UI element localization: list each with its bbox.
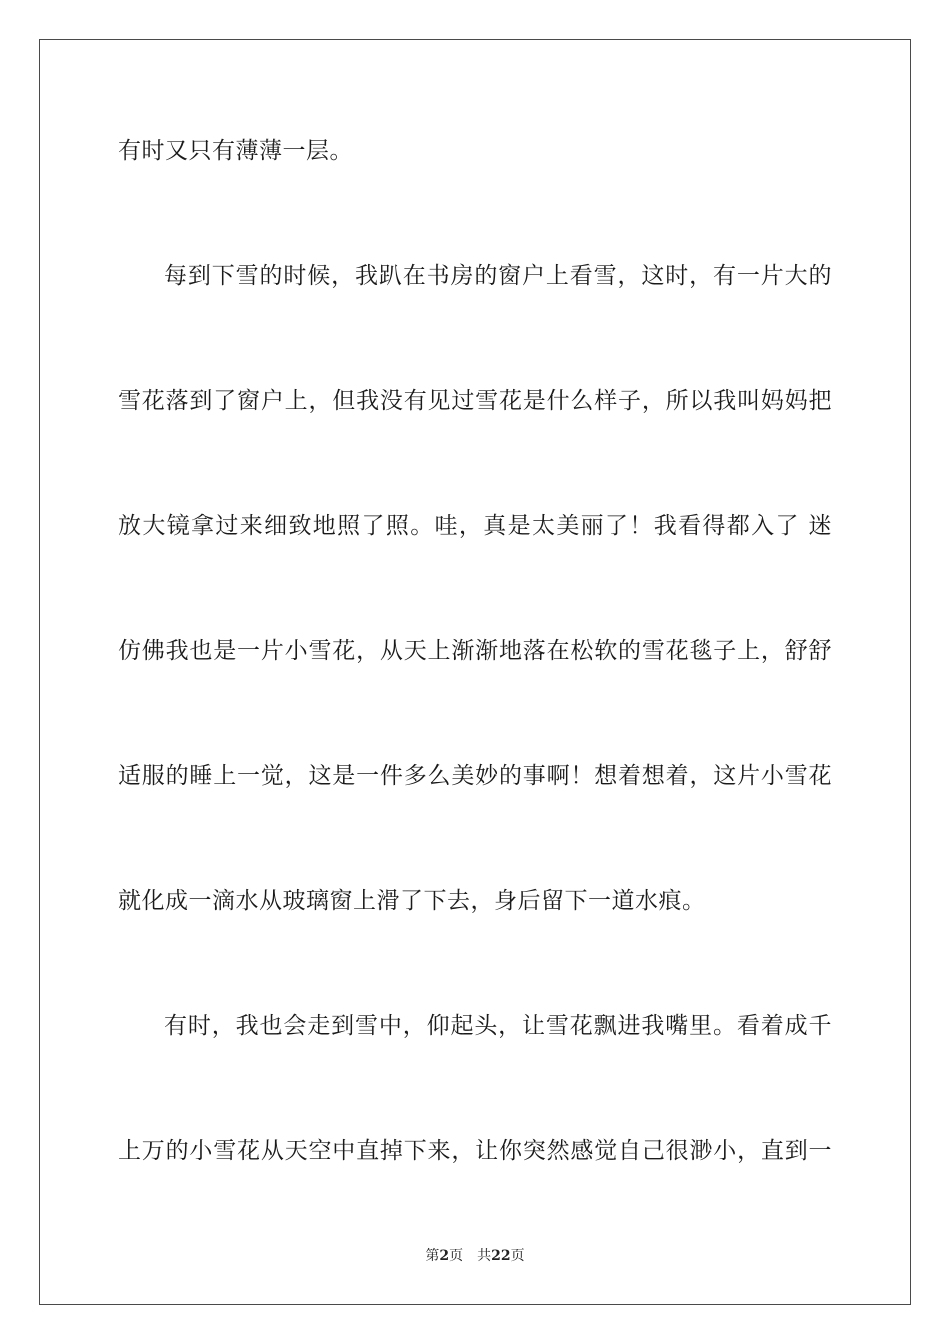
paragraph-line-9: 上万的小雪花从天空中直掉下来，让你突然感觉自己很渺小，直到一 xyxy=(118,1138,832,1164)
paragraph-line-5: 仿佛我也是一片小雪花，从天上渐渐地落在松软的雪花毯子上，舒舒 xyxy=(118,638,832,664)
paragraph-line-2: 每到下雪的时候，我趴在书房的窗户上看雪，这时，有一片大的 xyxy=(164,263,832,289)
total-pages: 22 xyxy=(491,1248,511,1264)
page-prefix: 第 xyxy=(425,1248,440,1264)
page-suffix: 页 xyxy=(449,1248,464,1264)
paragraph-line-8: 有时，我也会走到雪中，仰起头，让雪花飘进我嘴里。看着成千 xyxy=(164,1013,832,1039)
paragraph-line-3: 雪花落到了窗户上，但我没有见过雪花是什么样子，所以我叫妈妈把 xyxy=(118,388,832,414)
paragraph-line-7: 就化成一滴水从玻璃窗上滑了下去，身后留下一道水痕。 xyxy=(118,888,706,914)
total-prefix: 共 xyxy=(477,1248,492,1264)
paragraph-line-4: 放大镜拿过来细致地照了照。哇，真是太美丽了！我看得都入了 迷 xyxy=(118,513,832,539)
page-number: 2 xyxy=(439,1248,450,1264)
page-border xyxy=(39,39,911,1305)
page-footer xyxy=(0,1246,950,1266)
total-suffix: 页 xyxy=(510,1248,525,1264)
paragraph-line-6: 适服的睡上一觉，这是一件多么美妙的事啊！想着想着，这片小雪花 xyxy=(118,763,832,789)
paragraph-line-1: 有时又只有薄薄一层。 xyxy=(118,138,353,164)
